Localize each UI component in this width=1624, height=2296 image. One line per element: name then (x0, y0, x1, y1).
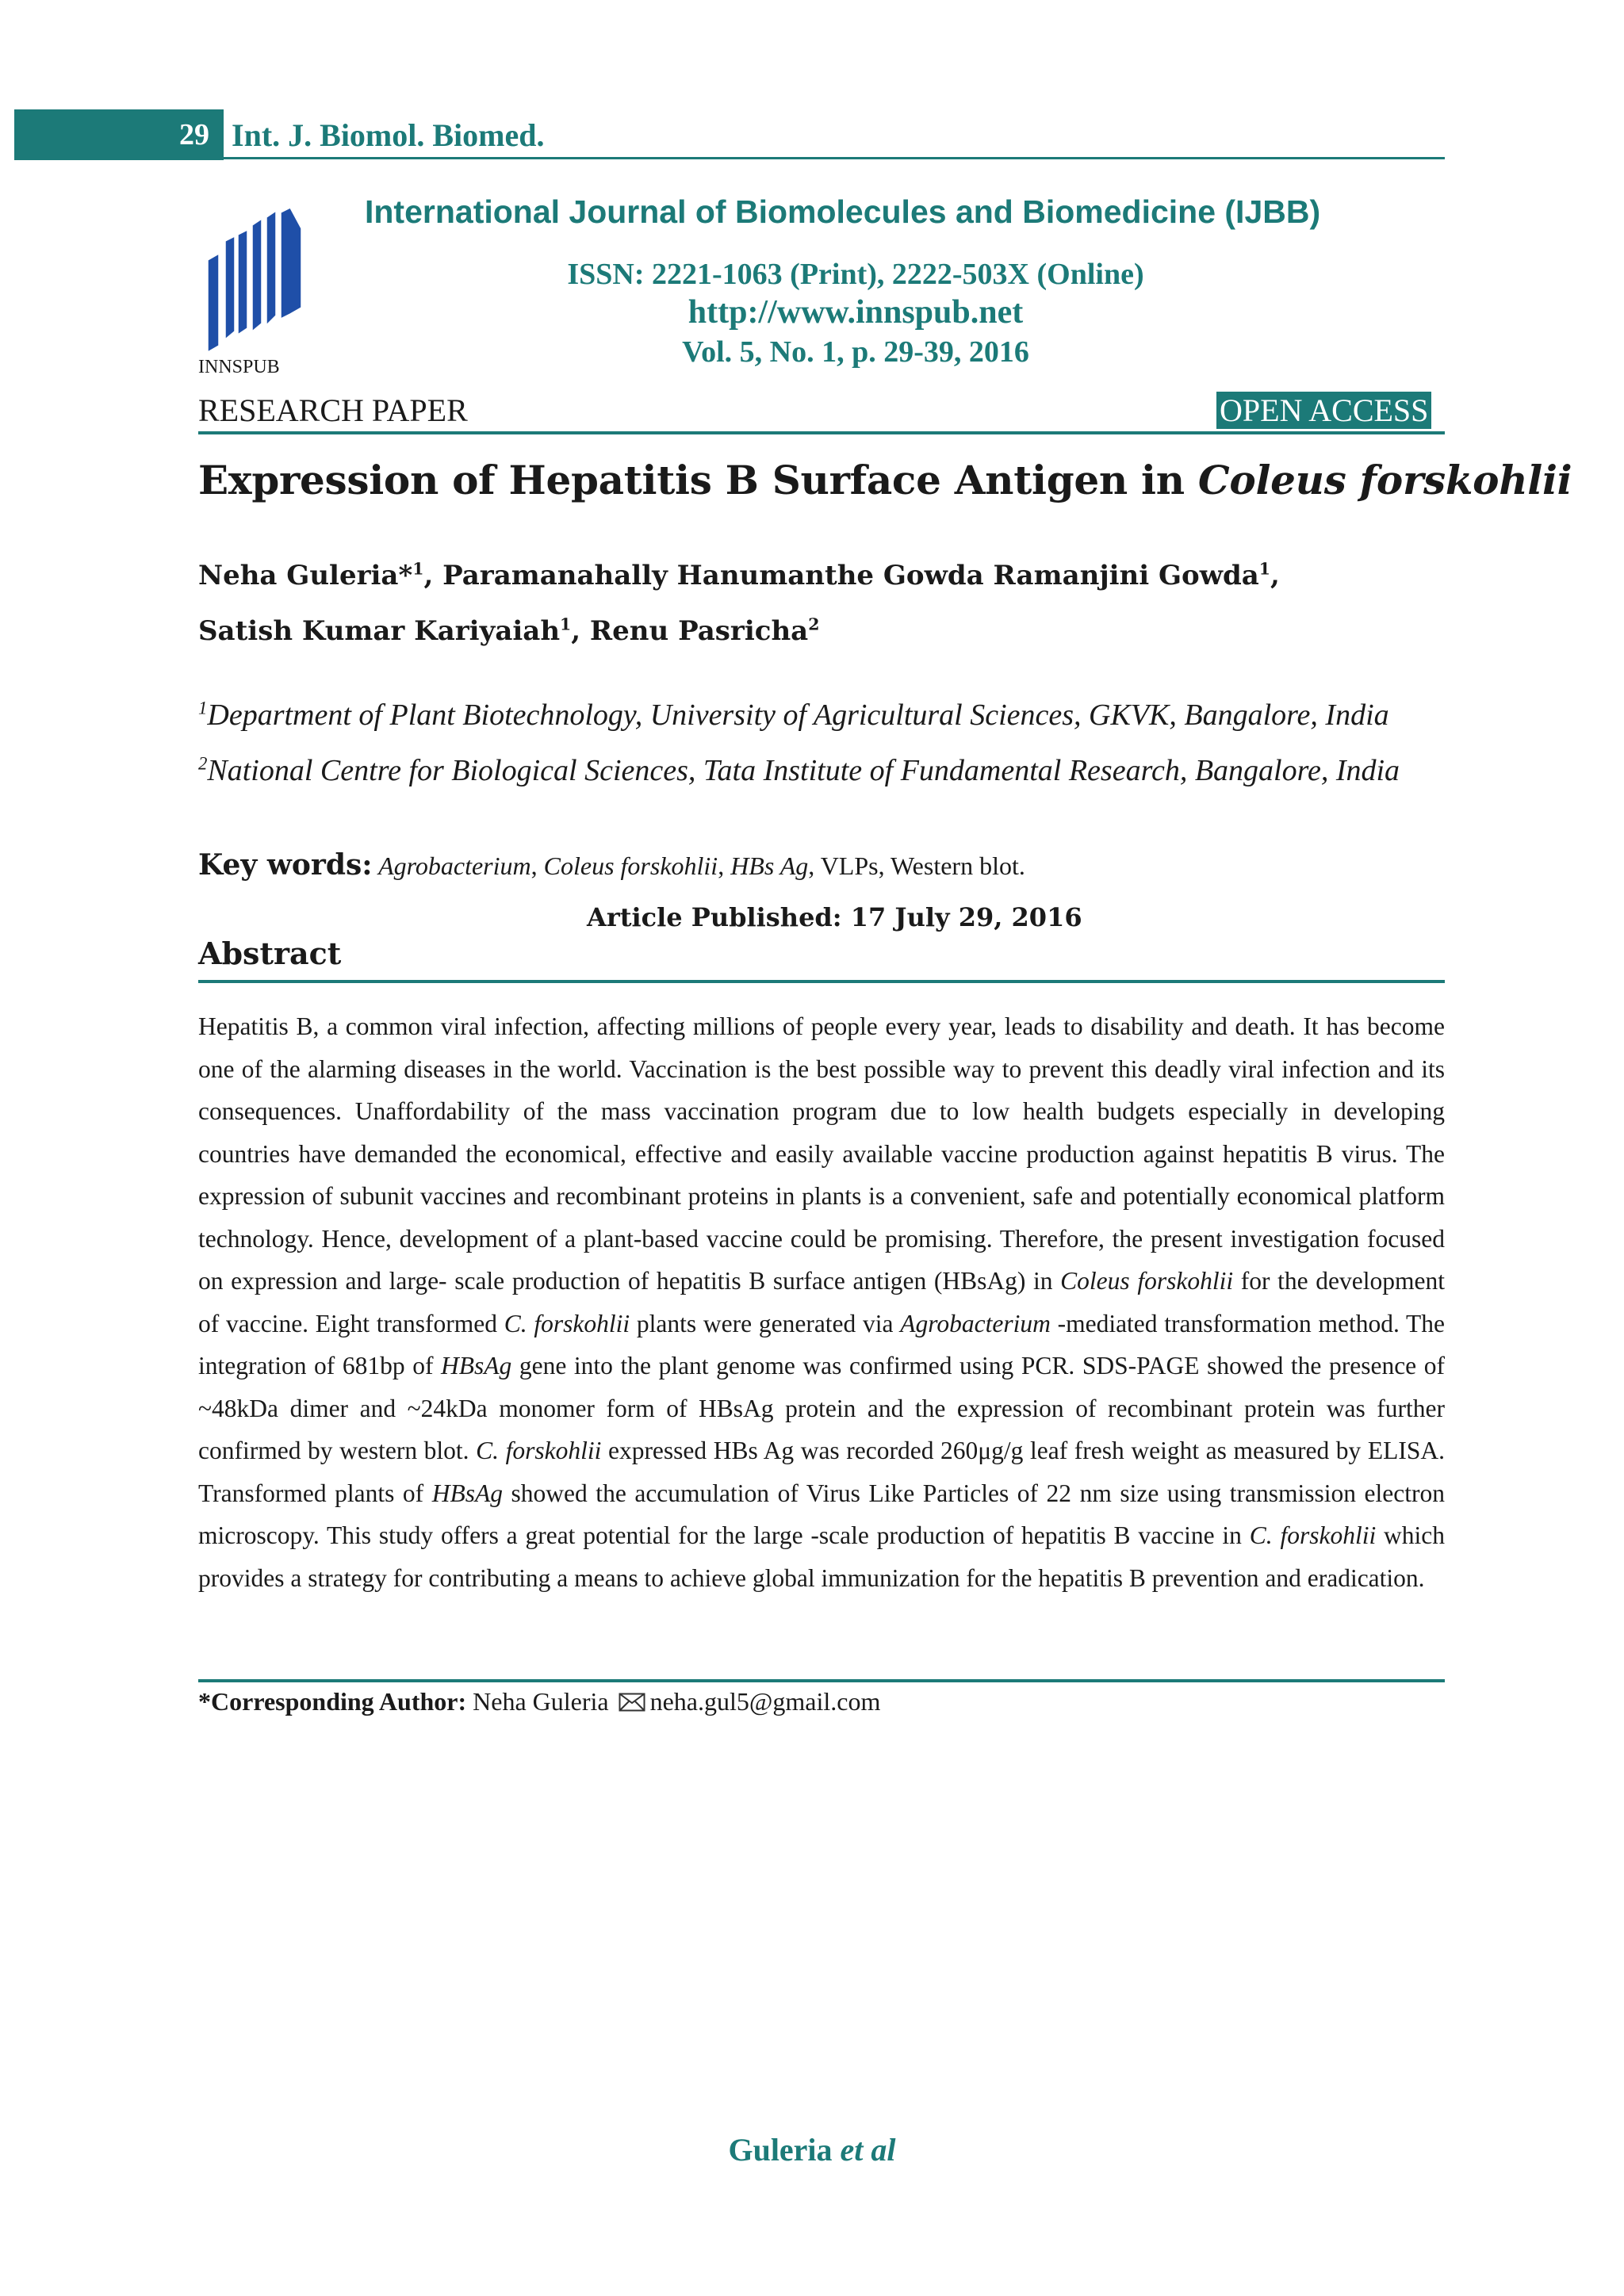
title-species: Coleus forskohlii (1197, 457, 1572, 503)
abstract-segment: showed the accumulation of Virus Like Particles of 22 nm size using transmission electron microscopy. This study offers a great potential for the large -scale production of hepatitis B vaccine in (198, 1479, 1445, 1549)
footer-author (0, 2131, 1624, 2168)
affiliation-text: Department of Plant Biotechnology, University of Agricultural Sciences, GKVK, Bangalore, India (207, 698, 1389, 732)
abstract-segment: plants were generated via (630, 1309, 901, 1337)
affiliation-text: National Centre for Biological Sciences, Tata Institute of Fundamental Research, Bangalore, India (207, 754, 1400, 787)
author-sup: 1 (560, 614, 572, 634)
author-sup: 1 (1258, 559, 1270, 579)
authors-line-1 (198, 560, 1280, 591)
running-title: Int. J. Biomol. Biomed. (232, 117, 545, 153)
author-name: , Paramanahally Hanumanthe Gowda Ramanjini Gowda (423, 560, 1259, 591)
abstract-segment: C. forskohlii (476, 1437, 602, 1464)
abstract-segment: HBsAg (441, 1352, 512, 1380)
abstract-body (198, 1005, 1445, 1599)
journal-name: International Journal of Biomolecules and Biomedicine (IJBB) (365, 193, 1321, 230)
abstract-segment: -mediated transformation method. The integration of 681bp of (198, 1309, 1446, 1380)
abstract-segment: Coleus forskohlii (1060, 1267, 1234, 1295)
keyword-segment: , (530, 851, 544, 880)
keyword-segment: , (718, 851, 731, 880)
affiliation-sup: 2 (198, 753, 208, 774)
author-sup: 1 (412, 559, 424, 579)
keywords-list (378, 851, 1025, 880)
abstract-segment: expressed HBs Ag was recorded 260μg/g leaf fresh weight as measured by ELISA. Transformed plants of (198, 1437, 1445, 1507)
abstract-heading: Abstract (198, 936, 342, 971)
corresponding-name: Neha Guleria (473, 1687, 609, 1716)
footer-name: Guleria (728, 2132, 841, 2168)
abstract-segment: C. forskohlii (504, 1309, 630, 1337)
journal-volume: Vol. 5, No. 1, p. 29-39, 2016 (682, 335, 1029, 369)
logo-text: INNSPUB (198, 357, 280, 377)
published-date: Article Published: 17 July 29, 2016 (587, 902, 1082, 932)
open-access-badge: OPEN ACCESS (1216, 392, 1431, 429)
author-sup: 2 (808, 614, 820, 634)
paper-type: RESEARCH PAPER (198, 392, 468, 428)
abstract-segment: Hepatitis B, a common viral infection, affecting millions of people every year, leads to disability and death. It has become one of the alarming diseases in the world. Vaccination is the best possible way to prevent this deadly viral infection and its consequences. Unaffordability of the mass vaccination program due to low health budgets especially in developing countries have demanded the economical, effective and easily available vaccine production against hepatitis B virus. The expression of subunit vaccines and recombinant proteins in plants is a convenient, safe and potentially economical platform technology. Hence, development of a plant-based vaccine could be promising. Therefore, the present investigation focused on expression and large- scale production of hepatitis B surface antigen (HBsAg) in (198, 1012, 1445, 1295)
title-main: Expression of Hepatitis B Surface Antigen in (198, 457, 1198, 503)
abstract-rule-bottom (198, 1679, 1445, 1682)
page-number: 29 (14, 109, 224, 160)
corresponding-email[interactable]: neha.gul5@gmail.com (649, 1687, 881, 1716)
paper-title (198, 457, 1572, 503)
abstract-segment: for the development of vaccine. Eight transformed (198, 1267, 1445, 1337)
keywords (198, 848, 1025, 882)
footer-etal: et al (840, 2132, 896, 2168)
keyword-segment: HBs Ag (730, 851, 809, 880)
affiliation-1 (198, 698, 1389, 733)
journal-issn: ISSN: 2221-1063 (Print), 2222-503X (Online) (567, 258, 1144, 291)
mail-icon (619, 1693, 645, 1712)
corresponding-label: *Corresponding Author: (198, 1687, 467, 1716)
abstract-segment: which provides a strategy for contributing a means to achieve global immunization for the hepatitis B prevention and eradication. (198, 1521, 1446, 1592)
author-name: , Renu Pasricha (571, 615, 809, 647)
abstract-segment: Agrobacterium (900, 1309, 1051, 1337)
keywords-label: Key words: (198, 848, 373, 882)
keyword-segment: , VLPs, Western blot. (808, 851, 1025, 880)
author-separator: , (1270, 560, 1280, 591)
abstract-segment: C. forskohlii (1249, 1521, 1377, 1549)
section-rule (198, 431, 1445, 434)
abstract-segment: HBsAg (431, 1479, 503, 1507)
affiliation-sup: 1 (198, 698, 208, 718)
abstract-rule-top (198, 980, 1445, 983)
affiliation-2 (198, 753, 1400, 788)
author-name: Neha Guleria* (198, 560, 413, 591)
authors-line-2 (198, 615, 819, 647)
author-name: Satish Kumar Kariyaiah (198, 615, 561, 647)
header-rule (224, 157, 1445, 159)
abstract-segment: gene into the plant genome was confirmed using PCR. SDS-PAGE showed the presence of ~48kDa dimer and ~24kDa monomer form of HBsAg protein and the expression of recombinant protein was further confirmed by western blot. (198, 1352, 1445, 1464)
journal-url[interactable]: http://www.innspub.net (688, 294, 1024, 331)
keyword-segment: Coleus forskohlii (543, 851, 718, 880)
keyword-segment: Agrobacterium (378, 851, 531, 880)
corresponding-author (198, 1687, 880, 1716)
